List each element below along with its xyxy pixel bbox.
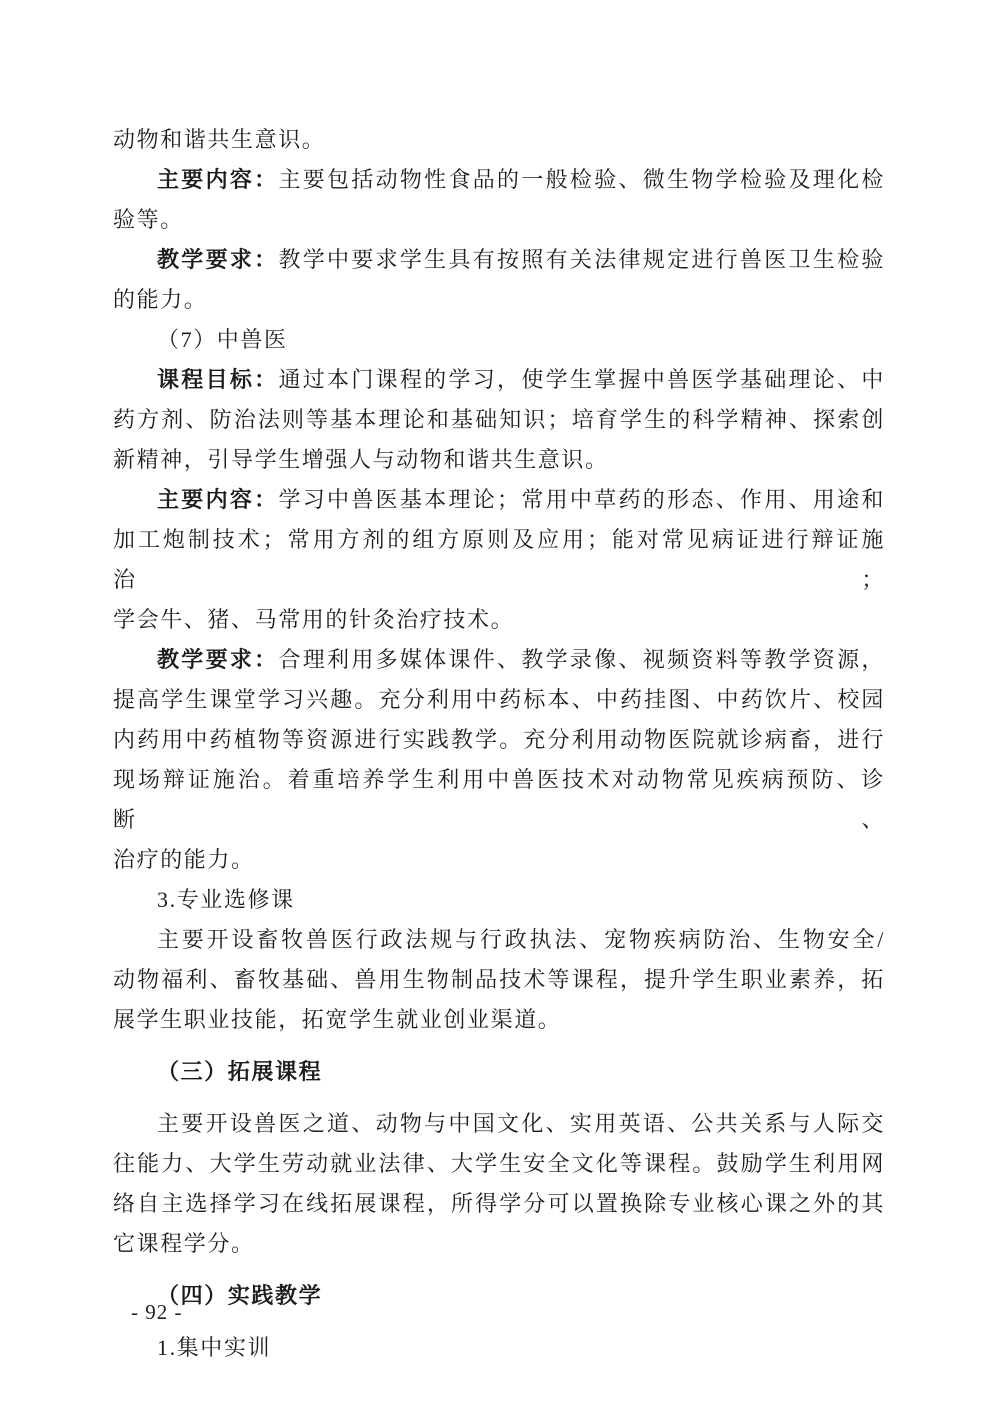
text-run: 新精神，引导学生增强人与动物和谐共生意识。 (113, 447, 609, 472)
page-number: - 92 - (131, 1300, 183, 1324)
text-run: 主要开设畜牧兽医行政法规与行政执法、宠物疾病防治、生物安全/ (157, 927, 885, 952)
text-run: 它课程学分。 (113, 1231, 255, 1256)
text-run: 现场辩证施治。着重培养学生利用中兽医技术对动物常见疾病预防、诊断、 (113, 767, 885, 832)
text-line (113, 1104, 885, 1144)
text-line (113, 1144, 885, 1184)
text-line (113, 920, 885, 960)
text-run: 主要包括动物性食品的一般检验、微生物学检验及理化检 (278, 167, 885, 192)
document-body (113, 120, 885, 1368)
text-run: 验等。 (113, 207, 184, 232)
text-line (113, 960, 885, 1000)
text-line (113, 120, 885, 160)
text-run: 教学中要求学生具有按照有关法律规定进行兽医卫生检验 (278, 247, 885, 272)
text-line (113, 160, 885, 200)
bold-label: 课程目标： (157, 367, 279, 392)
text-run: 3.专业选修课 (157, 887, 295, 912)
page-footer (131, 1300, 183, 1324)
text-line (113, 320, 885, 360)
text-run: 学会牛、猪、马常用的针灸治疗技术。 (113, 607, 515, 632)
bold-label: （四）实践教学 (157, 1283, 323, 1308)
para-elective-course-title (113, 880, 885, 920)
text-line (113, 760, 885, 840)
text-run: 动物和谐共生意识。 (113, 127, 326, 152)
para-centralized-training (113, 1328, 885, 1368)
text-run: 学习中兽医基本理论；常用中草药的形态、作用、用途和 (278, 487, 885, 512)
para-main-content-tcm (113, 480, 885, 640)
text-line (113, 360, 885, 400)
text-line (113, 1276, 885, 1316)
text-line (113, 200, 885, 240)
text-line (113, 1224, 885, 1264)
text-line (113, 880, 885, 920)
text-line (113, 840, 885, 880)
text-run: 1.集中实训 (157, 1335, 272, 1360)
para-main-content-food-inspection (113, 160, 885, 240)
text-line (113, 1052, 885, 1092)
text-run: 通过本门课程的学习，使学生掌握中兽医学基础理论、中 (278, 367, 885, 392)
text-run: 动物福利、畜牧基础、兽用生物制品技术等课程，提升学生职业素养，拓 (113, 967, 885, 992)
para-item-7-tcm-veterinary (113, 320, 885, 360)
text-run: 治疗的能力。 (113, 847, 255, 872)
text-run: 加工炮制技术；常用方剂的组方原则及应用；能对常见病证进行辩证施治； (113, 527, 885, 592)
text-run: 络自主选择学习在线拓展课程，所得学分可以置换除专业核心课之外的其 (113, 1191, 885, 1216)
bold-label: 教学要求： (157, 647, 279, 672)
text-line (113, 440, 885, 480)
text-line (113, 520, 885, 600)
para-elective-course-desc (113, 920, 885, 1040)
text-run: 内药用中药植物等资源进行实践教学。充分利用动物医院就诊病畜，进行 (113, 727, 885, 752)
bold-label: 主要内容： (157, 487, 279, 512)
bold-label: 教学要求： (157, 247, 279, 272)
text-run: 展学生职业技能，拓宽学生就业创业渠道。 (113, 1007, 562, 1032)
text-line (113, 280, 885, 320)
text-line (113, 720, 885, 760)
para-teaching-requirement-tcm (113, 640, 885, 880)
text-line (113, 640, 885, 680)
heading-practice-teaching (113, 1276, 885, 1316)
text-run: 提高学生课堂学习兴趣。充分利用中药标本、中药挂图、中药饮片、校园 (113, 687, 885, 712)
bold-label: （三）拓展课程 (157, 1059, 323, 1084)
text-run: 往能力、大学生劳动就业法律、大学生安全文化等课程。鼓励学生利用网 (113, 1151, 885, 1176)
bold-label: 主要内容： (157, 167, 279, 192)
text-line (113, 480, 885, 520)
text-line (113, 1000, 885, 1040)
text-run: 合理利用多媒体课件、教学录像、视频资料等教学资源， (278, 647, 885, 672)
para-expansion-courses-desc (113, 1104, 885, 1264)
para-harmony-continuation (113, 120, 885, 160)
para-teaching-requirement-hygiene (113, 240, 885, 320)
text-run: 主要开设兽医之道、动物与中国文化、实用英语、公共关系与人际交 (157, 1111, 885, 1136)
text-line (113, 400, 885, 440)
para-course-goal-tcm (113, 360, 885, 480)
text-line (113, 1328, 885, 1368)
text-line (113, 240, 885, 280)
text-run: （7）中兽医 (157, 327, 288, 352)
text-line (113, 600, 885, 640)
text-run: 的能力。 (113, 287, 208, 312)
text-run: 药方剂、防治法则等基本理论和基础知识；培育学生的科学精神、探索创 (113, 407, 885, 432)
heading-expansion-courses (113, 1052, 885, 1092)
text-line (113, 680, 885, 720)
text-line (113, 1184, 885, 1224)
